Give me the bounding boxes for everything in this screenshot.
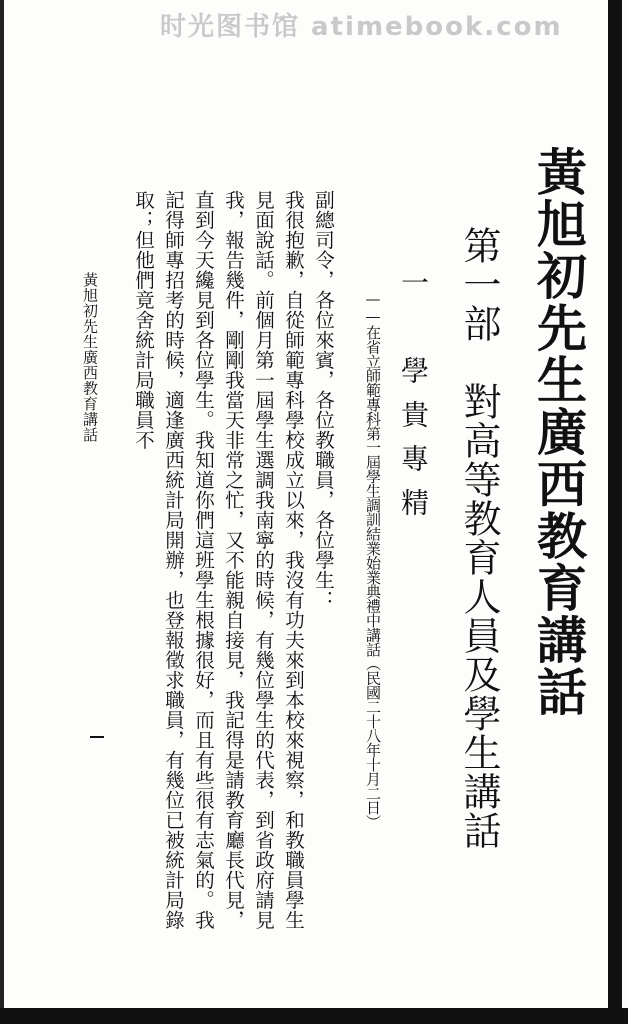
watermark: 时光图书馆 atimebook.com (160, 12, 563, 42)
paragraph-main: 我很抱歉，自從師範專科學校成立以來，我沒有功夫來到本校來視察，和教職員學生見面說話。前個月第一屆學生選調我南寧的時候，有幾位學生的代表，到省政府請見我，報告幾件，剛剛我當天非常之忙，又不能親自接見，我記得是請教育廳長代見，直到今天纔見到各位學生。我知道你們這班學生根據很好，而且有些很有志氣的。我記得師專招考的時候，適逢廣西統計局開辦，也登報徵求職員，有幾位已被統計局錄取；但他們竟舍統計局職員不 (132, 190, 305, 930)
scan-edge-left (0, 0, 4, 1024)
speech-note: ——在省立師範專科第一屆學生調訓結業始業典禮中講話（民國二十八年十月二日） (364, 290, 382, 829)
body-text (128, 190, 338, 940)
part-title: 第一部 對高等教育人員及學生講話 (457, 226, 501, 850)
paragraph-salutation: 副總司令，各位來賓，各位教職員，各位學生： (312, 190, 335, 610)
scan-edge-right (608, 0, 622, 1010)
book-title: 黃旭初先生廣西教育講話 (529, 146, 588, 718)
page-number (90, 736, 104, 738)
section-title: 一 學貴專精 (397, 268, 430, 532)
scan-edge-bottom (0, 1008, 628, 1024)
running-header: 黃旭初先生廣西教育講話 (81, 272, 99, 443)
